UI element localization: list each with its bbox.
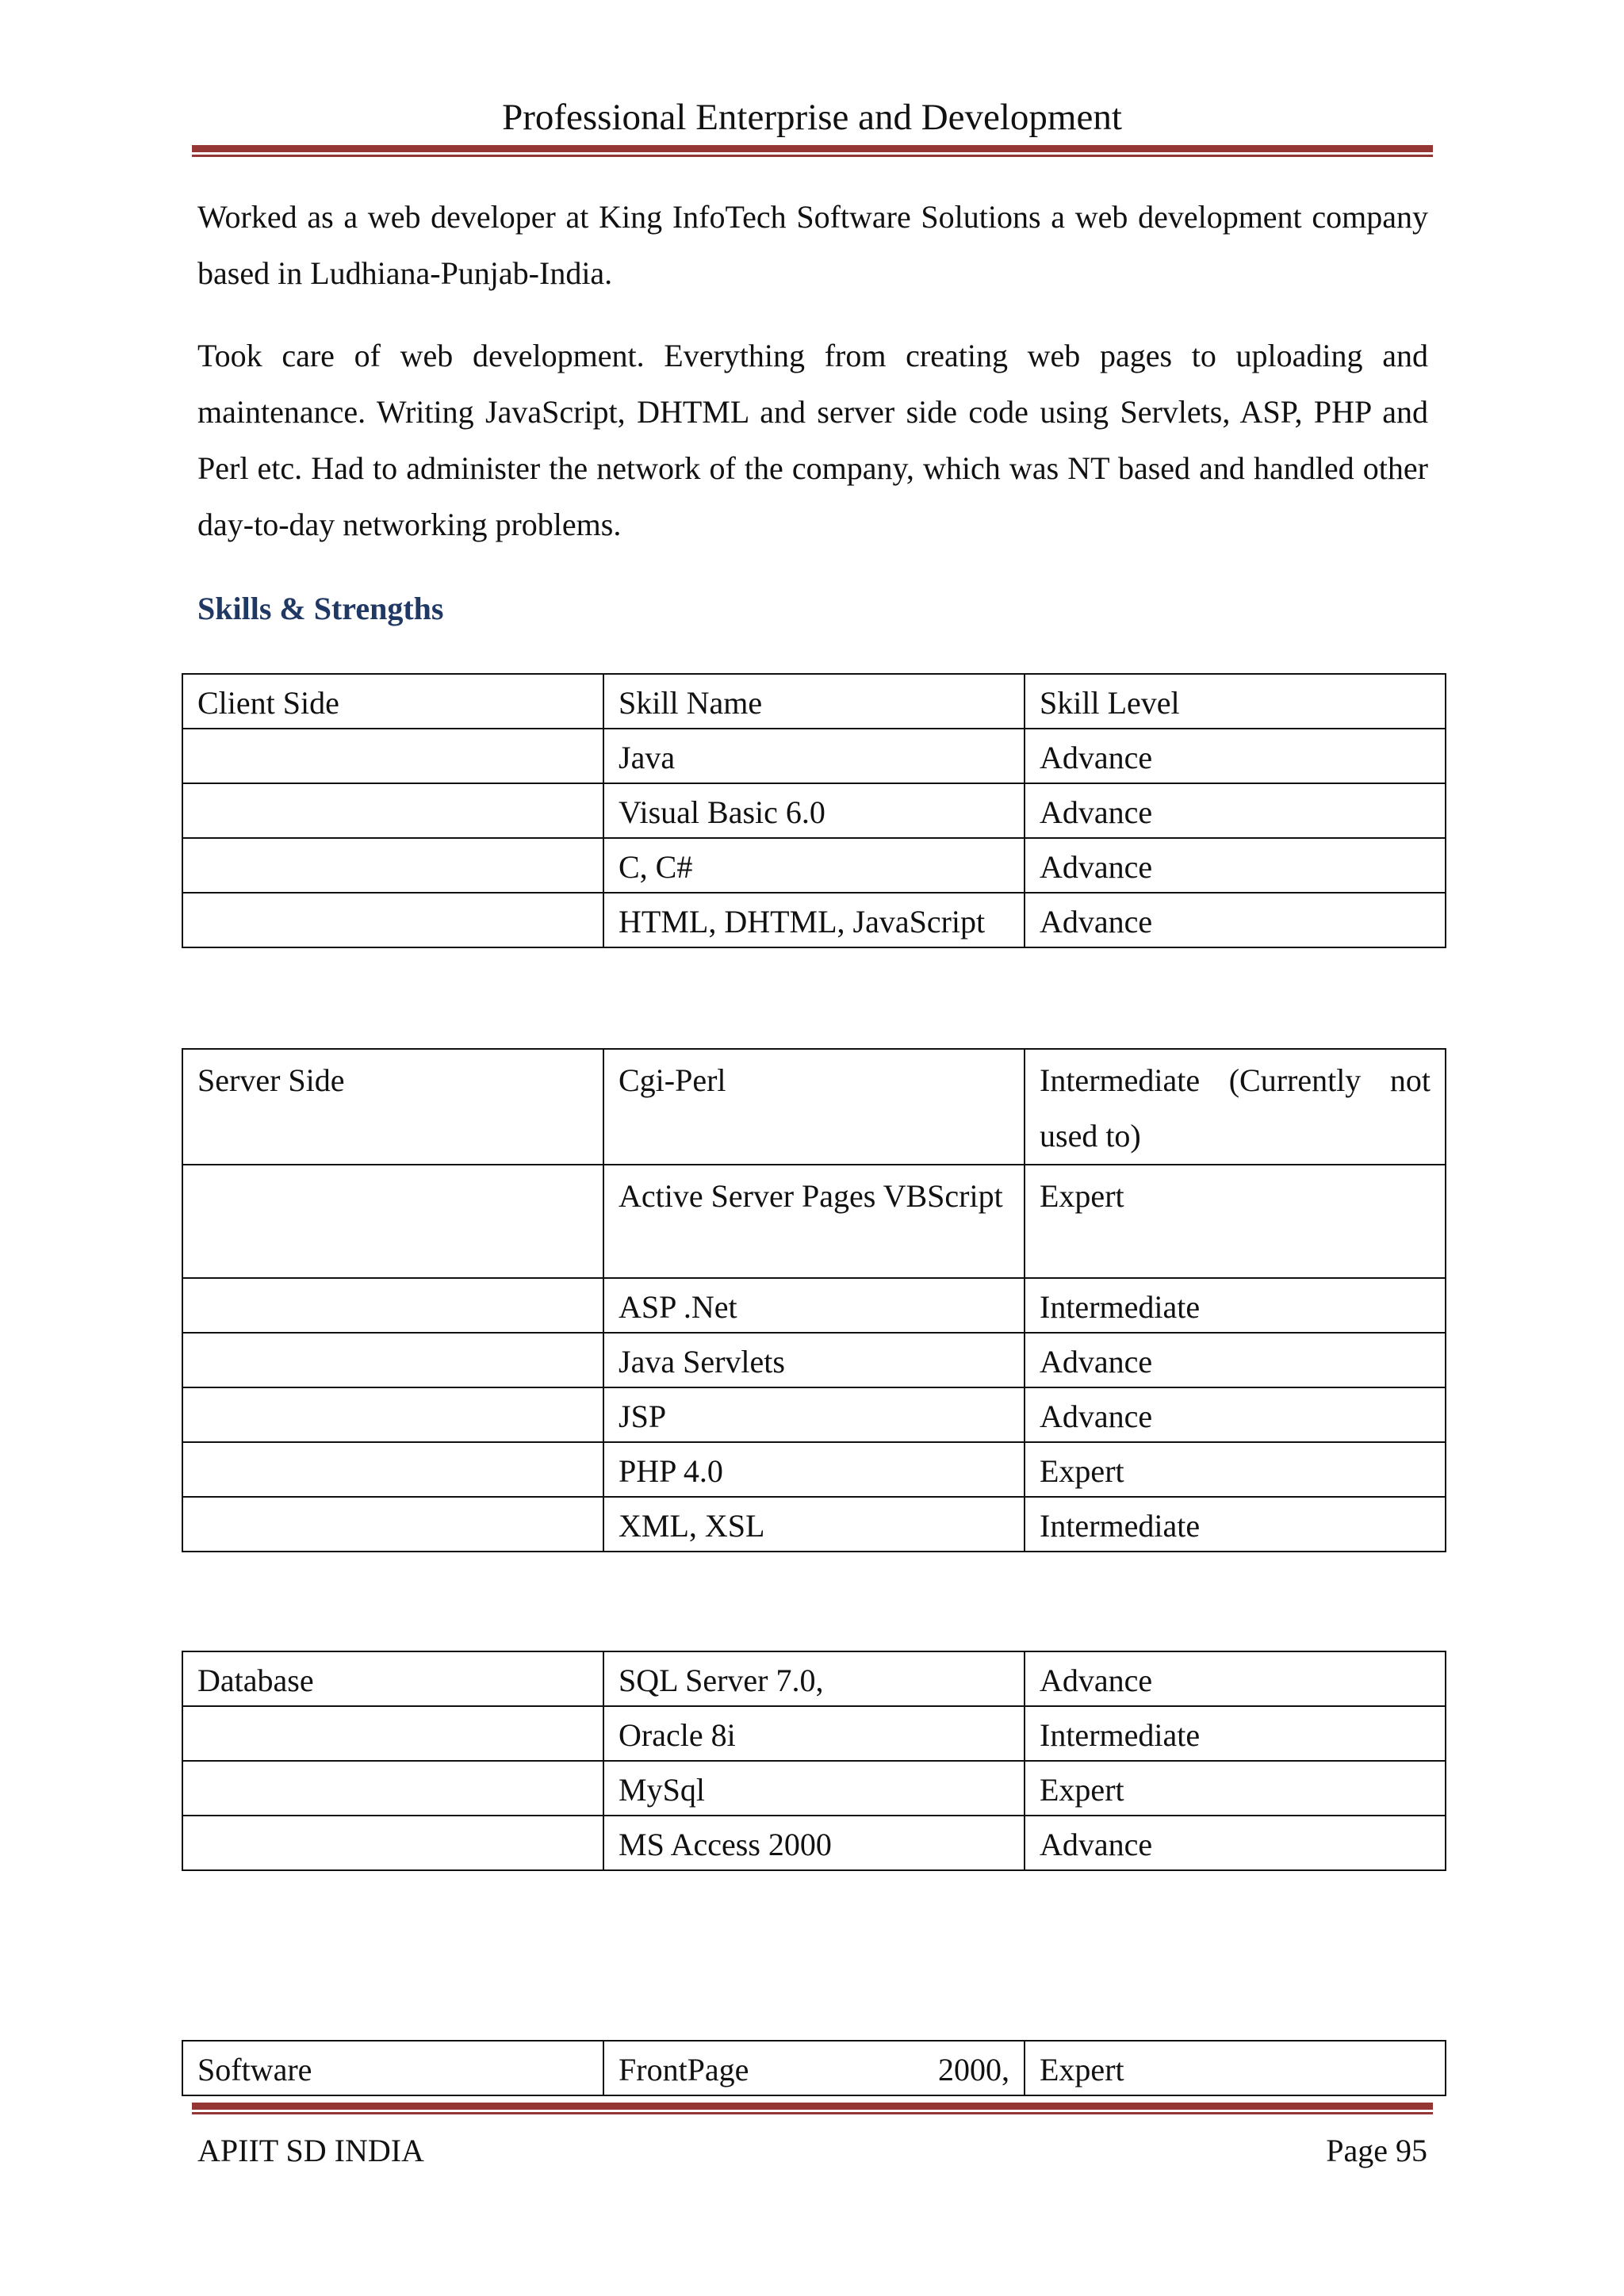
table-cell-skill-level: Advance [1025, 1387, 1446, 1442]
footer-rule-thin [192, 2112, 1433, 2114]
table-cell-skill-name: PHP 4.0 [603, 1442, 1025, 1497]
table-cell-skill-level: Expert [1025, 1165, 1446, 1278]
header-rule-thin [192, 155, 1433, 157]
table-cell-skill-level: Advance [1025, 729, 1446, 783]
table-row [182, 674, 1446, 729]
table-row [182, 783, 1446, 838]
footer-rule [192, 2103, 1433, 2114]
skills-table-server-side [182, 1048, 1446, 1552]
table-row [182, 1706, 1446, 1761]
footer-organization: APIIT SD INDIA [197, 2133, 424, 2168]
skills-table-client-side [182, 673, 1446, 948]
skills-table-software [182, 2040, 1446, 2096]
page-header-title: Professional Enterprise and Development [502, 97, 1122, 138]
table-cell-skill-level: Intermediate (Currently not used to) [1025, 1049, 1446, 1165]
table-cell-skill-name: Cgi-Perl [603, 1049, 1025, 1165]
table-cell-category [182, 1278, 603, 1333]
table-cell-skill-name: FrontPage 2000, [603, 2041, 1025, 2095]
table-cell-category [182, 1816, 603, 1870]
table-cell-category [182, 1761, 603, 1816]
table-cell-skill-level: Advance [1025, 1816, 1446, 1870]
table-cell-skill-level: Intermediate [1025, 1706, 1446, 1761]
table-row [182, 1165, 1446, 1278]
table-cell-skill-level: Expert [1025, 1761, 1446, 1816]
table-cell-skill-name: XML, XSL [603, 1497, 1025, 1552]
table-cell-category [182, 1387, 603, 1442]
table-cell-skill-name: HTML, DHTML, JavaScript [603, 893, 1025, 947]
table-cell-skill-level: Intermediate [1025, 1497, 1446, 1552]
table-row [182, 729, 1446, 783]
table-cell-skill-name: Skill Name [603, 674, 1025, 729]
table-cell-category [182, 1497, 603, 1552]
table-cell-skill-name: Visual Basic 6.0 [603, 783, 1025, 838]
table-cell-category [182, 1165, 603, 1278]
paragraph-responsibilities: Took care of web development. Everything from creating web pages to uploading and maintenance. Writing JavaScript, DHTML and server side code using Servlets, ASP, PHP and Perl etc. Had to administer the network of the company, which was NT based and handled other day-to-day networking problems. [197, 338, 1428, 542]
table-cell-skill-name: JSP [603, 1387, 1025, 1442]
table-cell-category [182, 1706, 603, 1761]
table-row [182, 1333, 1446, 1387]
table-row [182, 1049, 1446, 1165]
paragraph-experience: Worked as a web developer at King InfoTech Software Solutions a web development company based in Ludhiana-Punjab-India. [197, 199, 1428, 291]
table-cell-skill-level: Advance [1025, 1651, 1446, 1706]
table-cell-skill-name: ASP .Net [603, 1278, 1025, 1333]
table-cell-skill-level: Advance [1025, 838, 1446, 893]
table-cell-category [182, 1442, 603, 1497]
table-cell-skill-level: Skill Level [1025, 674, 1446, 729]
table-row [182, 1442, 1446, 1497]
page-number: Page 95 [1326, 2133, 1427, 2168]
table-cell-category: Software [182, 2041, 603, 2095]
table-row [182, 1651, 1446, 1706]
footer-rule-thick [192, 2103, 1433, 2110]
table-row [182, 893, 1446, 947]
table-cell-skill-level: Intermediate [1025, 1278, 1446, 1333]
header-rule-thick [192, 145, 1433, 152]
table-row [182, 1497, 1446, 1552]
table-cell-skill-name: Oracle 8i [603, 1706, 1025, 1761]
skills-table-database [182, 1651, 1446, 1871]
table-cell-category: Database [182, 1651, 603, 1706]
header-rule [192, 145, 1433, 157]
table-cell-skill-name: Java Servlets [603, 1333, 1025, 1387]
table-cell-skill-level: Advance [1025, 1333, 1446, 1387]
table-cell-skill-name: MySql [603, 1761, 1025, 1816]
table-cell-category [182, 838, 603, 893]
table-cell-category [182, 729, 603, 783]
table-cell-category: Server Side [182, 1049, 603, 1165]
table-cell-skill-name: MS Access 2000 [603, 1816, 1025, 1870]
table-cell-category [182, 783, 603, 838]
table-cell-skill-level: Expert [1025, 1442, 1446, 1497]
table-row [182, 838, 1446, 893]
table-row [182, 2041, 1446, 2095]
table-row [182, 1761, 1446, 1816]
table-cell-skill-level: Advance [1025, 893, 1446, 947]
table-cell-category [182, 1333, 603, 1387]
table-cell-skill-name: SQL Server 7.0, [603, 1651, 1025, 1706]
table-cell-skill-level: Advance [1025, 783, 1446, 838]
table-row [182, 1816, 1446, 1870]
section-heading-skills: Skills & Strengths [197, 591, 444, 626]
table-cell-category: Client Side [182, 674, 603, 729]
table-row [182, 1387, 1446, 1442]
table-cell-skill-name: Java [603, 729, 1025, 783]
table-cell-skill-name: Active Server Pages VBScript [603, 1165, 1025, 1278]
table-cell-skill-name: C, C# [603, 838, 1025, 893]
table-cell-skill-level: Expert [1025, 2041, 1446, 2095]
table-row [182, 1278, 1446, 1333]
table-cell-category [182, 893, 603, 947]
